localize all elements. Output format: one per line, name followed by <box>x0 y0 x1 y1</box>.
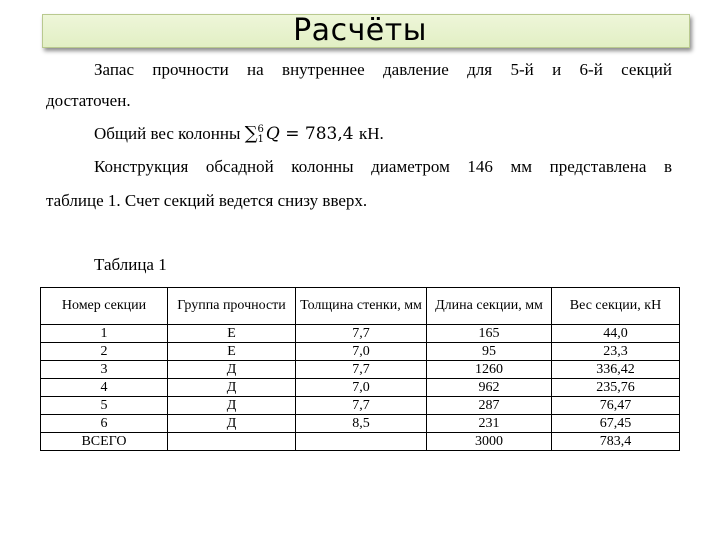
table-cell: Д <box>168 415 296 433</box>
table-cell: 7,7 <box>296 325 427 343</box>
header-section-length: Длина секции, мм <box>427 288 552 325</box>
table-cell: 44,0 <box>552 325 680 343</box>
table-total-row <box>41 433 680 451</box>
table-cell: Д <box>168 361 296 379</box>
table-row <box>41 397 680 415</box>
table-cell: 23,3 <box>552 343 680 361</box>
table-cell: 7,7 <box>296 361 427 379</box>
table-cell: 231 <box>427 415 552 433</box>
table-row <box>41 343 680 361</box>
table-cell: 5 <box>41 397 168 415</box>
paragraph-2-text: Общий вес колонны <box>94 124 241 143</box>
table-cell: 1260 <box>427 361 552 379</box>
paragraph-1-line-1: Запас прочности на внутреннее давление для 5-й и 6-й секций <box>94 60 672 79</box>
header-strength-group: Группа прочности <box>168 288 296 325</box>
table-cell: ВСЕГО <box>41 433 168 451</box>
table-cell: 287 <box>427 397 552 415</box>
table-cell: 95 <box>427 343 552 361</box>
table-cell: 8,5 <box>296 415 427 433</box>
paragraph-3-line-1: Конструкция обсадной колонны диаметром 146 мм представлена в <box>94 157 672 176</box>
table-cell: 3000 <box>427 433 552 451</box>
table-cell: 4 <box>41 379 168 397</box>
formula-unit: кН. <box>359 124 384 143</box>
table-cell: Е <box>168 325 296 343</box>
table-cell: Д <box>168 397 296 415</box>
formula-variable: Q <box>265 124 280 144</box>
header-section-number: Номер секции <box>41 288 168 325</box>
table-header-row <box>41 288 680 325</box>
table-caption: Таблица 1 <box>94 255 167 274</box>
sum-limits <box>258 125 264 145</box>
table-cell: 67,45 <box>552 415 680 433</box>
table-cell: 7,0 <box>296 343 427 361</box>
table-cell <box>296 433 427 451</box>
paragraph-2 <box>46 124 672 145</box>
table-cell: 235,76 <box>552 379 680 397</box>
header-wall-thickness: Толщина стенки, мм <box>296 288 427 325</box>
table-cell: 783,4 <box>552 433 680 451</box>
table-cell: 3 <box>41 361 168 379</box>
sum-lower-limit: 1 <box>257 133 264 145</box>
table-cell: 7,7 <box>296 397 427 415</box>
table-cell: 165 <box>427 325 552 343</box>
page-title: Расчёты <box>293 13 427 48</box>
table-cell: 7,0 <box>296 379 427 397</box>
table-cell: 76,47 <box>552 397 680 415</box>
table-row <box>41 325 680 343</box>
table-cell: 6 <box>41 415 168 433</box>
table-row <box>41 415 680 433</box>
table-cell: Е <box>168 343 296 361</box>
weight-formula <box>245 124 359 144</box>
table-cell: 336,42 <box>552 361 680 379</box>
header-section-weight: Вес секции, кН <box>552 288 680 325</box>
casing-sections-table <box>40 287 680 451</box>
table-cell <box>168 433 296 451</box>
table-cell: 962 <box>427 379 552 397</box>
table-row <box>41 361 680 379</box>
formula-value: = 783,4 <box>285 124 354 144</box>
sigma-symbol: ∑ <box>244 123 258 144</box>
table-row <box>41 379 680 397</box>
paragraph-3-line-2: таблице 1. Счет секций ведется снизу вверх. <box>46 191 368 210</box>
table-cell: 1 <box>41 325 168 343</box>
paragraph-1-line-2: достаточен. <box>46 91 131 110</box>
table-cell: 2 <box>41 343 168 361</box>
table-cell: Д <box>168 379 296 397</box>
sum-upper-limit: 6 <box>257 123 264 135</box>
